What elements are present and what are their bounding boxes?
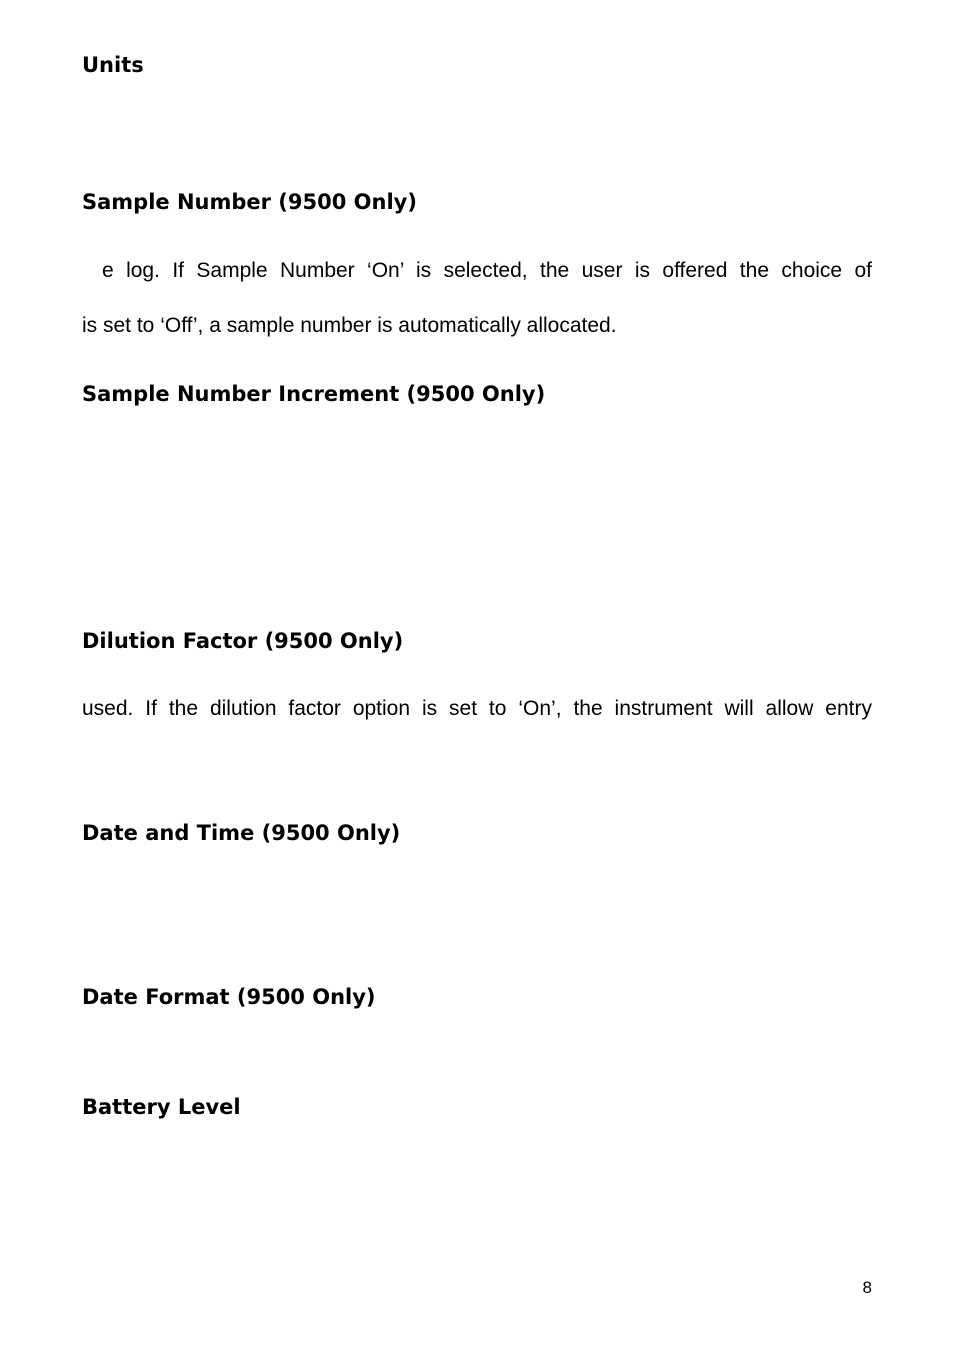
heading-battery-level: Battery Level [82, 1095, 241, 1119]
heading-units: Units [82, 53, 144, 77]
paragraph-sample-number-line-2: is set to ‘Off’, a sample number is automatically allocated. [82, 314, 617, 337]
paragraph-sample-number-line-1: e log. If Sample Number ‘On’ is selected, the user is offered the choice of [102, 259, 872, 282]
heading-sample-number-increment: Sample Number Increment (9500 Only) [82, 382, 546, 406]
heading-date-format: Date Format (9500 Only) [82, 985, 376, 1009]
page-number: 8 [862, 1278, 872, 1297]
heading-dilution-factor: Dilution Factor (9500 Only) [82, 629, 404, 653]
heading-sample-number: Sample Number (9500 Only) [82, 190, 417, 214]
heading-date-and-time: Date and Time (9500 Only) [82, 821, 401, 845]
paragraph-dilution-factor-line-1: used. If the dilution factor option is set to ‘On’, the instrument will allow entry [82, 697, 872, 720]
